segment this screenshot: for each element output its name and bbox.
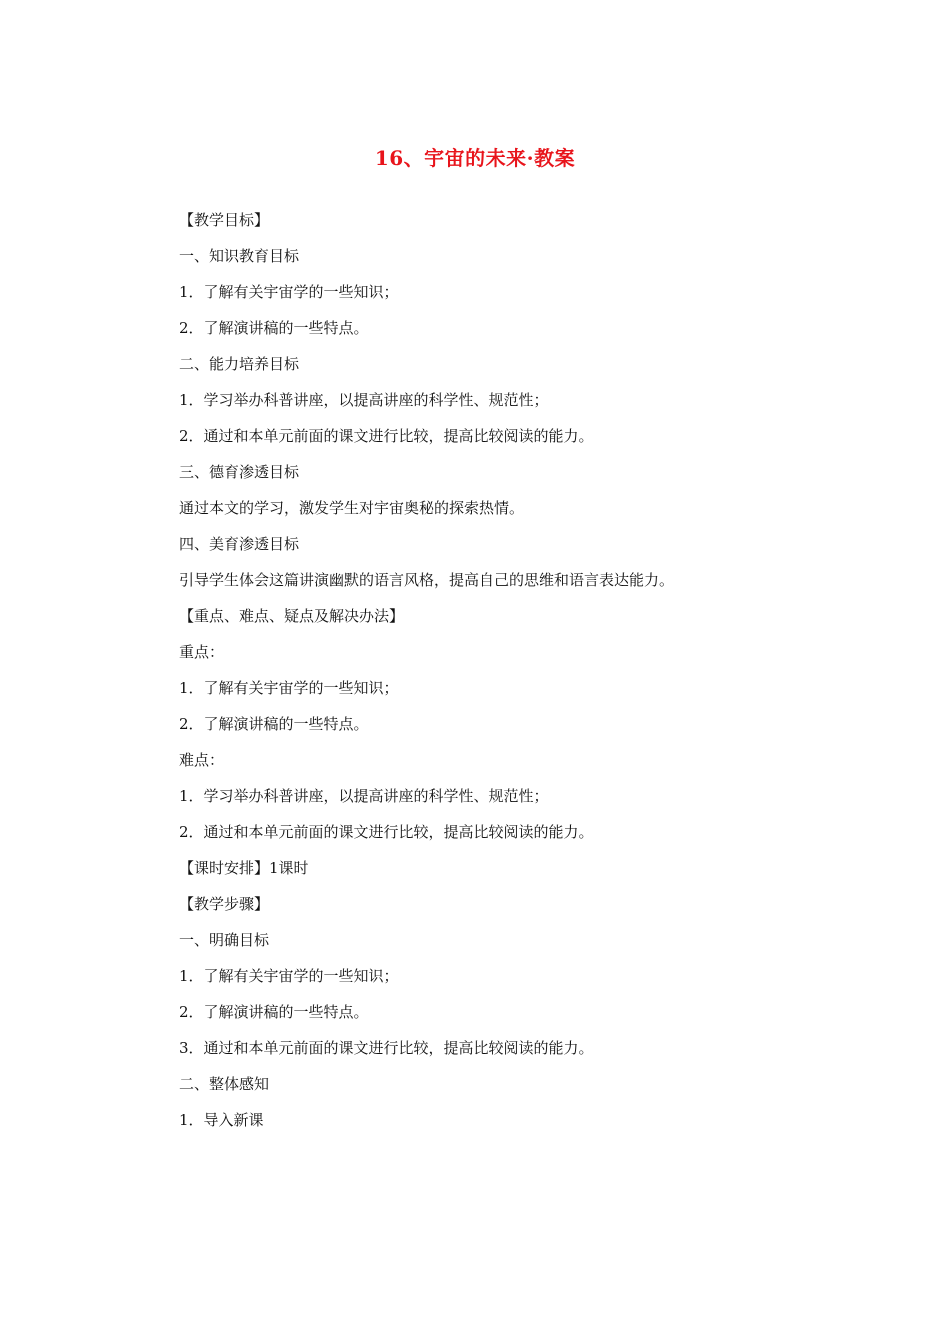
subheading-ability-goals: 二、能力培养目标 [179, 355, 300, 373]
document-body [179, 208, 799, 1144]
subheading-moral-goals: 三、德育渗透目标 [179, 463, 300, 481]
section-heading-teaching-steps: 【教学步骤】 [179, 895, 270, 913]
subheading-aesthetic-goals: 四、美育渗透目标 [179, 535, 300, 553]
list-item: 2．了解演讲稿的一些特点。 [179, 1003, 369, 1021]
label-difficulties: 难点： [179, 751, 225, 769]
paragraph: 通过本文的学习，激发学生对宇宙奥秘的探索热情。 [179, 499, 525, 517]
section-heading-key-points: 【重点、难点、疑点及解决办法】 [179, 607, 405, 625]
list-item: 2．了解演讲稿的一些特点。 [179, 715, 369, 733]
list-item: 1．了解有关宇宙学的一些知识； [179, 967, 399, 985]
section-heading-teaching-goals: 【教学目标】 [179, 211, 270, 229]
list-item: 3．通过和本单元前面的课文进行比较，提高比较阅读的能力。 [179, 1039, 594, 1057]
list-item: 1．学习举办科普讲座，以提高讲座的科学性、规范性； [179, 391, 549, 409]
list-item: 1．学习举办科普讲座，以提高讲座的科学性、规范性； [179, 787, 549, 805]
list-item: 1．了解有关宇宙学的一些知识； [179, 679, 399, 697]
list-item: 2．了解演讲稿的一些特点。 [179, 319, 369, 337]
section-heading-schedule: 【课时安排】1课时 [179, 859, 309, 877]
paragraph: 引导学生体会这篇讲演幽默的语言风格，提高自己的思维和语言表达能力。 [179, 571, 675, 589]
label-key-points: 重点： [179, 643, 225, 661]
subheading-overall-perception: 二、整体感知 [179, 1075, 270, 1093]
document-title: 16、宇宙的未来·教案 [374, 146, 576, 170]
list-item: 1．了解有关宇宙学的一些知识； [179, 283, 399, 301]
list-item: 2．通过和本单元前面的课文进行比较，提高比较阅读的能力。 [179, 427, 594, 445]
subheading-clarify-goals: 一、明确目标 [179, 931, 270, 949]
list-item: 1．导入新课 [179, 1111, 264, 1129]
subheading-knowledge-goals: 一、知识教育目标 [179, 247, 300, 265]
list-item: 2．通过和本单元前面的课文进行比较，提高比较阅读的能力。 [179, 823, 594, 841]
